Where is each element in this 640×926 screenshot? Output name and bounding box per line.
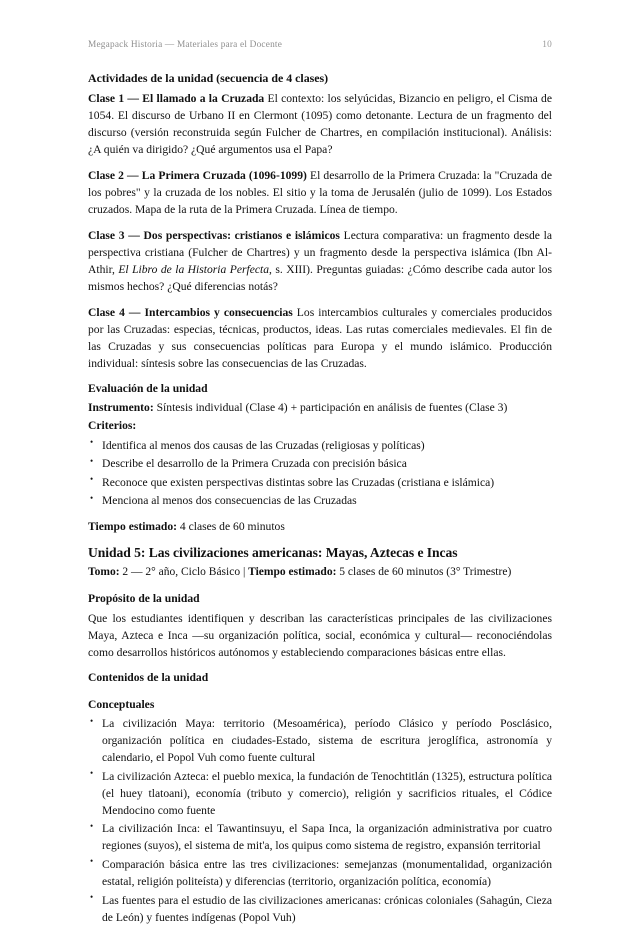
class-2-body: El desarrollo de la Primera Cruzada: la "Cruzada de los pobres" y la cruzada de los nobles. El sitio y la toma de Jerusalén (julio de 1099). Los Estados cruzados. Mapa de la ruta de la Primera Cruzada. Línea de tiempo.: [88, 168, 552, 216]
page-number: 10: [542, 40, 552, 50]
list-item: • La civilización Inca: el Tawantinsuyu, el Sapa Inca, la organización administrativa por cuatro regiones (suyos), el sistema de mit'a, los quipus como sistema de registro, expansión territorial: [88, 820, 552, 854]
contents-heading: Contenidos de la unidad: [88, 670, 209, 684]
spacer: [88, 688, 552, 697]
class-3-body-pre: Lectura comparativa: un fragmento desde la perspectiva cristiana (Fulcher de Chartres) y un fragmento desde la perspectiva islámica (Ibn Al-Athir,: [88, 228, 553, 276]
evaluation-heading: Evaluación de la unidad: [88, 382, 208, 396]
criteria-heading: Criterios:: [88, 419, 137, 433]
unit-5-meta: [88, 564, 552, 581]
list-item: • Comparación básica entre las tres civilizaciones: semejanzas (monumentalidad, organización estatal, religión politeísta) y diferencias (territorio, organización política, economía): [88, 856, 552, 890]
conceptual-heading: Conceptuales: [88, 698, 155, 712]
class-3-body-post: , s. XIII). Preguntas guiadas: ¿Cómo describe cada autor los mismos hechos? ¿Qué diferencias notás?: [88, 262, 552, 293]
document-body: [88, 70, 552, 926]
time-value: 4 clases de 60 minutos: [177, 520, 285, 534]
running-head-title: Megapack Historia — Materiales para el Docente: [88, 40, 283, 50]
list-item: • La civilización Maya: territorio (Mesoamérica), período Clásico y período Posclásico, organización política en ciudades-Estado, sistema de escritura jeroglífica, astronomía y calendario, el Popol Vuh como fuente cultural: [88, 715, 552, 766]
list-item: • Identifica al menos dos causas de las Cruzadas (religiosas y políticas): [88, 437, 552, 454]
list-item: • Las fuentes para el estudio de las civilizaciones americanas: crónicas coloniales (Sahagún, Cieza de León) y fuentes indígenas (Popol Vuh): [88, 892, 552, 926]
class-2-lead: Clase 2 — La Primera Cruzada (1096-1099): [88, 168, 307, 182]
unit-5-title: Unidad 5: Las civilizaciones americanas: Mayas, Aztecas e Incas: [88, 545, 458, 561]
activities-heading: Actividades de la unidad (secuencia de 4 clases): [88, 71, 329, 85]
class-3-paragraph: [88, 227, 552, 295]
evaluation-instrument: [88, 399, 552, 416]
instrument-label: Instrumento:: [88, 401, 154, 415]
running-head: [88, 40, 552, 50]
class-4-lead: Clase 4 — Intercambios y consecuencias: [88, 306, 293, 319]
unit-time-label: Tiempo estimado:: [248, 565, 337, 578]
instrument-value: Síntesis individual (Clase 4) + participación en análisis de fuentes (Clase 3): [153, 401, 508, 415]
criteria-list: [88, 437, 552, 510]
tomo-label: Tomo:: [88, 565, 120, 578]
evaluation-time: [88, 518, 552, 535]
class-1-paragraph: [88, 90, 552, 158]
class-1-body: El contexto: los selyúcidas, Bizancio en peligro, el Cisma de 1054. El discurso de Urbano II en Clermont (1095) como detonante. Lectura de un fragmento del discurso (versión reconstruida según Fulcher de Chartres, en compilación institucional). Análisis: ¿A quién va dirigido? ¿Qué argumentos usa el Papa?: [88, 91, 552, 156]
list-item: • Reconoce que existen perspectivas distintas sobre las Cruzadas (cristiana e islámica): [88, 474, 552, 491]
class-4-body: Los intercambios culturales y comerciales producidos por las Cruzadas: especias, técnicas, productos, ideas. Las rutas comerciales medievales. El fin de las Cruzadas y sus consecuencias políticas para Europa y el mundo islámico. Producción individual: síntesis sobre las consecuencias de las Cruzadas.: [88, 306, 552, 371]
class-3-lead: Clase 3 — Dos perspectivas: cristianos e islámicos: [88, 228, 340, 242]
time-label: Tiempo estimado:: [88, 520, 177, 534]
tomo-value: 2 — 2° año, Ciclo Básico |: [119, 565, 249, 578]
class-1-lead: Clase 1 — El llamado a la Cruzada: [88, 91, 265, 105]
class-4-paragraph: [88, 304, 552, 372]
purpose-heading: Propósito de la unidad: [88, 592, 200, 606]
list-item: • Describe el desarrollo de la Primera Cruzada con precisión básica: [88, 455, 552, 472]
list-item: • Menciona al menos dos consecuencias de las Cruzadas: [88, 492, 552, 509]
class-3-source-title: El Libro de la Historia Perfecta: [118, 262, 270, 276]
class-2-paragraph: [88, 167, 552, 218]
unit-time-value: 5 clases de 60 minutos (3° Trimestre): [336, 565, 512, 578]
purpose-paragraph: Que los estudiantes identifiquen y describan las características principales de las civilizaciones Maya, Azteca e Inca —su organización política, social, económica y cultural— reconociéndolas como desarrollos históricos autónomos y estableciendo comparaciones básicas entre ellas.: [88, 611, 552, 659]
list-item: • La civilización Azteca: el pueblo mexica, la fundación de Tenochtitlán (1325), estructura política (el huey tlatoani), economía (tributo y comercio), religión y sacrificios rituales, el Códice Mendocino como fuente: [88, 768, 552, 819]
conceptual-list: [88, 715, 552, 925]
